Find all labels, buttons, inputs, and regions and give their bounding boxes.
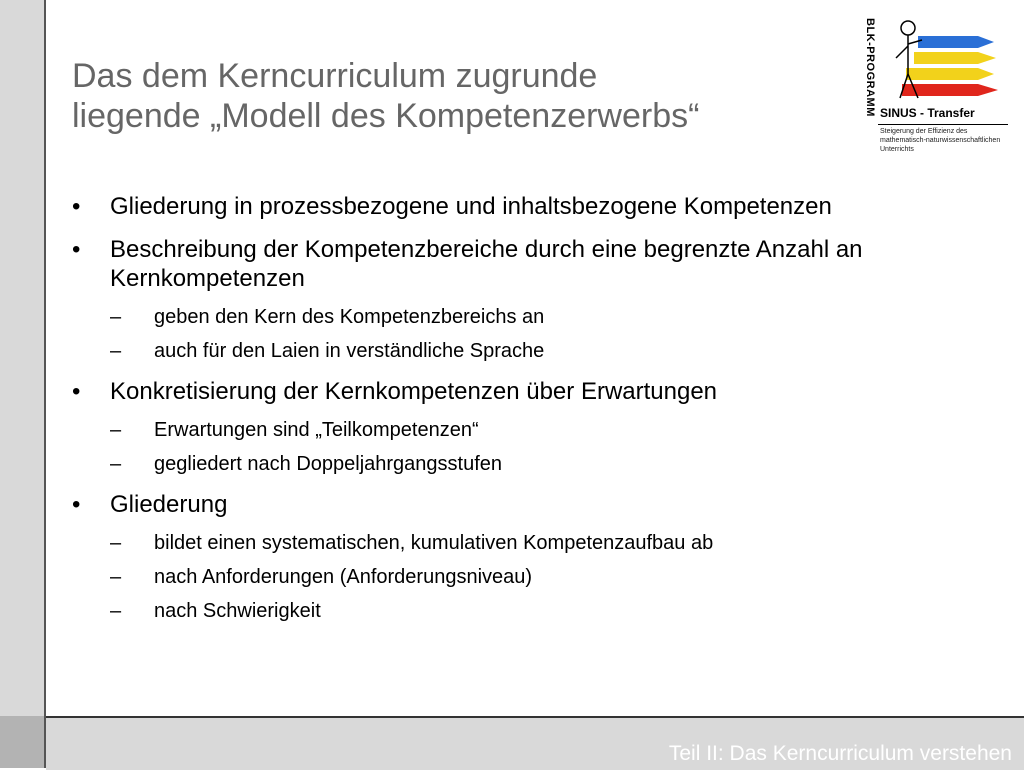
bullet-text: Konkretisierung der Kernkompetenzen über Erwartungen <box>110 378 718 405</box>
sub-bullet-list <box>110 418 1012 476</box>
bullet-text: Beschreibung der Kompetenzbereiche durch eine begrenzte Anzahl an Kernkompetenzen <box>110 236 863 292</box>
sub-bullet-item <box>110 339 1012 363</box>
sub-bullet-item <box>110 418 1012 442</box>
logo-divider <box>878 124 1008 125</box>
footer-bar <box>46 716 1024 770</box>
bullet-item <box>72 377 1012 476</box>
slide-title <box>72 56 832 136</box>
sub-bullet-item <box>110 531 1012 555</box>
sinus-transfer-logo <box>858 14 1008 154</box>
sub-bullet-item <box>110 565 1012 589</box>
bullet-text: Gliederung <box>110 491 228 518</box>
dash-marker: – <box>110 306 122 328</box>
sub-bullet-item <box>110 599 1012 623</box>
bullet-item <box>72 490 1012 623</box>
bullet-list <box>72 192 1012 637</box>
sub-bullet-text: auch für den Laien in verständliche Sprache <box>154 340 545 362</box>
logo-name: SINUS - Transfer <box>880 106 975 120</box>
bullet-marker: • <box>72 193 81 220</box>
left-sidebar-corner <box>0 716 44 768</box>
left-sidebar-bar <box>0 0 46 768</box>
logo-vertical-text: BLK-PROGRAMM <box>864 18 876 117</box>
logo-subtitle: Steigerung der Effizienz des mathematisch-naturwissenschaftlichen Unterrichts <box>880 128 1001 153</box>
pencils-icon <box>878 14 1008 104</box>
sub-bullet-text: gegliedert nach Doppeljahrgangsstufen <box>154 453 503 475</box>
bullet-text: Gliederung in prozessbezogene und inhaltsbezogene Kompetenzen <box>110 193 832 220</box>
sub-bullet-item <box>110 452 1012 476</box>
sub-bullet-text: nach Anforderungen (Anforderungsniveau) <box>154 566 533 588</box>
sub-bullet-item <box>110 305 1012 329</box>
sub-bullet-list <box>110 531 1012 623</box>
bullet-marker: • <box>72 236 81 263</box>
title-line-1: Das dem Kerncurriculum zugrunde <box>72 57 598 95</box>
sub-bullet-list <box>110 305 1012 363</box>
footer-section-title: Teil II: Das Kerncurriculum verstehen <box>668 742 1012 765</box>
dash-marker: – <box>110 600 122 622</box>
bullet-marker: • <box>72 378 81 405</box>
dash-marker: – <box>110 340 122 362</box>
dash-marker: – <box>110 566 122 588</box>
sub-bullet-text: nach Schwierigkeit <box>154 600 321 622</box>
dash-marker: – <box>110 453 122 475</box>
bullet-item <box>72 235 1012 363</box>
bullet-item <box>72 192 1012 221</box>
sub-bullet-text: Erwartungen sind „Teilkompetenzen“ <box>154 419 479 441</box>
dash-marker: – <box>110 419 122 441</box>
sub-bullet-text: geben den Kern des Kompetenzbereichs an <box>154 306 545 328</box>
title-line-2: liegende „Modell des Kompetenzerwerbs“ <box>72 97 700 135</box>
sub-bullet-text: bildet einen systematischen, kumulativen Kompetenzaufbau ab <box>154 532 714 554</box>
dash-marker: – <box>110 532 122 554</box>
bullet-marker: • <box>72 491 81 518</box>
